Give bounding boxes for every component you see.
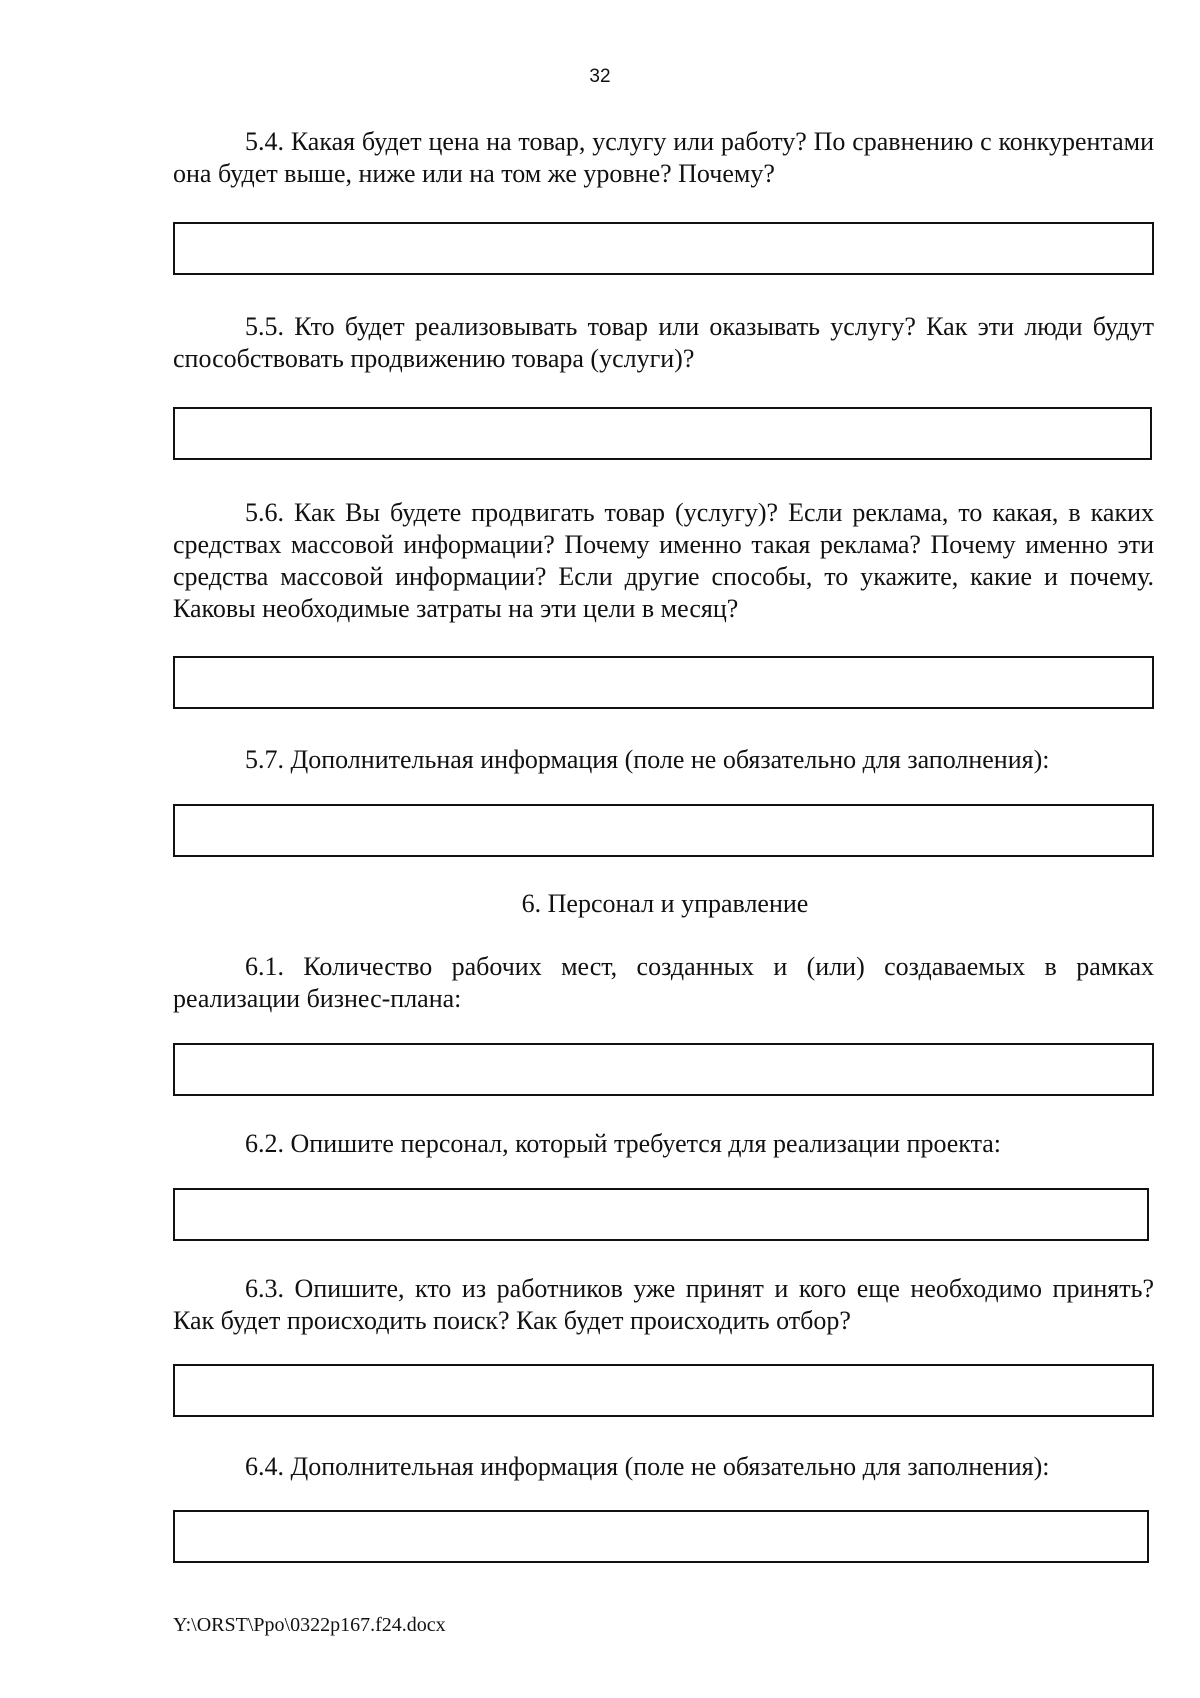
answer-field-5-7[interactable]: [173, 804, 1154, 857]
question-6-1: 6.1. Количество рабочих мест, созданных и (или) создаваемых в рамках реализации бизнес-плана:: [173, 952, 1154, 1013]
answer-field-5-6[interactable]: [173, 656, 1154, 709]
question-5-4: 5.4. Какая будет цена на товар, услугу или работу? По сравнению с конкурентами она будет выше, ниже или на том же уровне? Почему?: [173, 127, 1154, 188]
question-5-7: 5.7. Дополнительная информация (поле не обязательно для заполнения):: [245, 745, 1050, 774]
page-number: 32: [589, 66, 611, 87]
answer-field-6-4[interactable]: [173, 1510, 1149, 1563]
question-6-4: 6.4. Дополнительная информация (поле не обязательно для заполнения):: [245, 1452, 1050, 1481]
answer-field-5-5[interactable]: [173, 407, 1152, 460]
footer-file-path: Y:\ORST\Ppo\0322p167.f24.docx: [173, 1614, 446, 1636]
question-5-5: 5.5. Кто будет реализовывать товар или оказывать услугу? Как эти люди будут способствовать продвижению товара (услуги)?: [173, 312, 1154, 373]
question-6-3: 6.3. Опишите, кто из работников уже принят и кого еще необходимо принять? Как будет происходить поиск? Как будет происходить отбор?: [173, 1274, 1154, 1335]
question-5-6: 5.6. Как Вы будете продвигать товар (услугу)? Если реклама, то какая, в каких средствах массовой информации? Почему именно такая реклама? Почему именно эти средства массовой информации? Если другие способы, то укажите, какие и почему. Каковы необходимые затраты на эти цели в месяц?: [173, 498, 1154, 623]
answer-field-5-4[interactable]: [173, 222, 1154, 275]
answer-field-6-2[interactable]: [173, 1188, 1149, 1241]
question-6-2: 6.2. Опишите персонал, который требуется для реализации проекта:: [245, 1129, 1002, 1158]
answer-field-6-3[interactable]: [173, 1364, 1154, 1417]
section-title-personnel: 6. Персонал и управление: [521, 889, 809, 918]
answer-field-6-1[interactable]: [173, 1043, 1154, 1096]
